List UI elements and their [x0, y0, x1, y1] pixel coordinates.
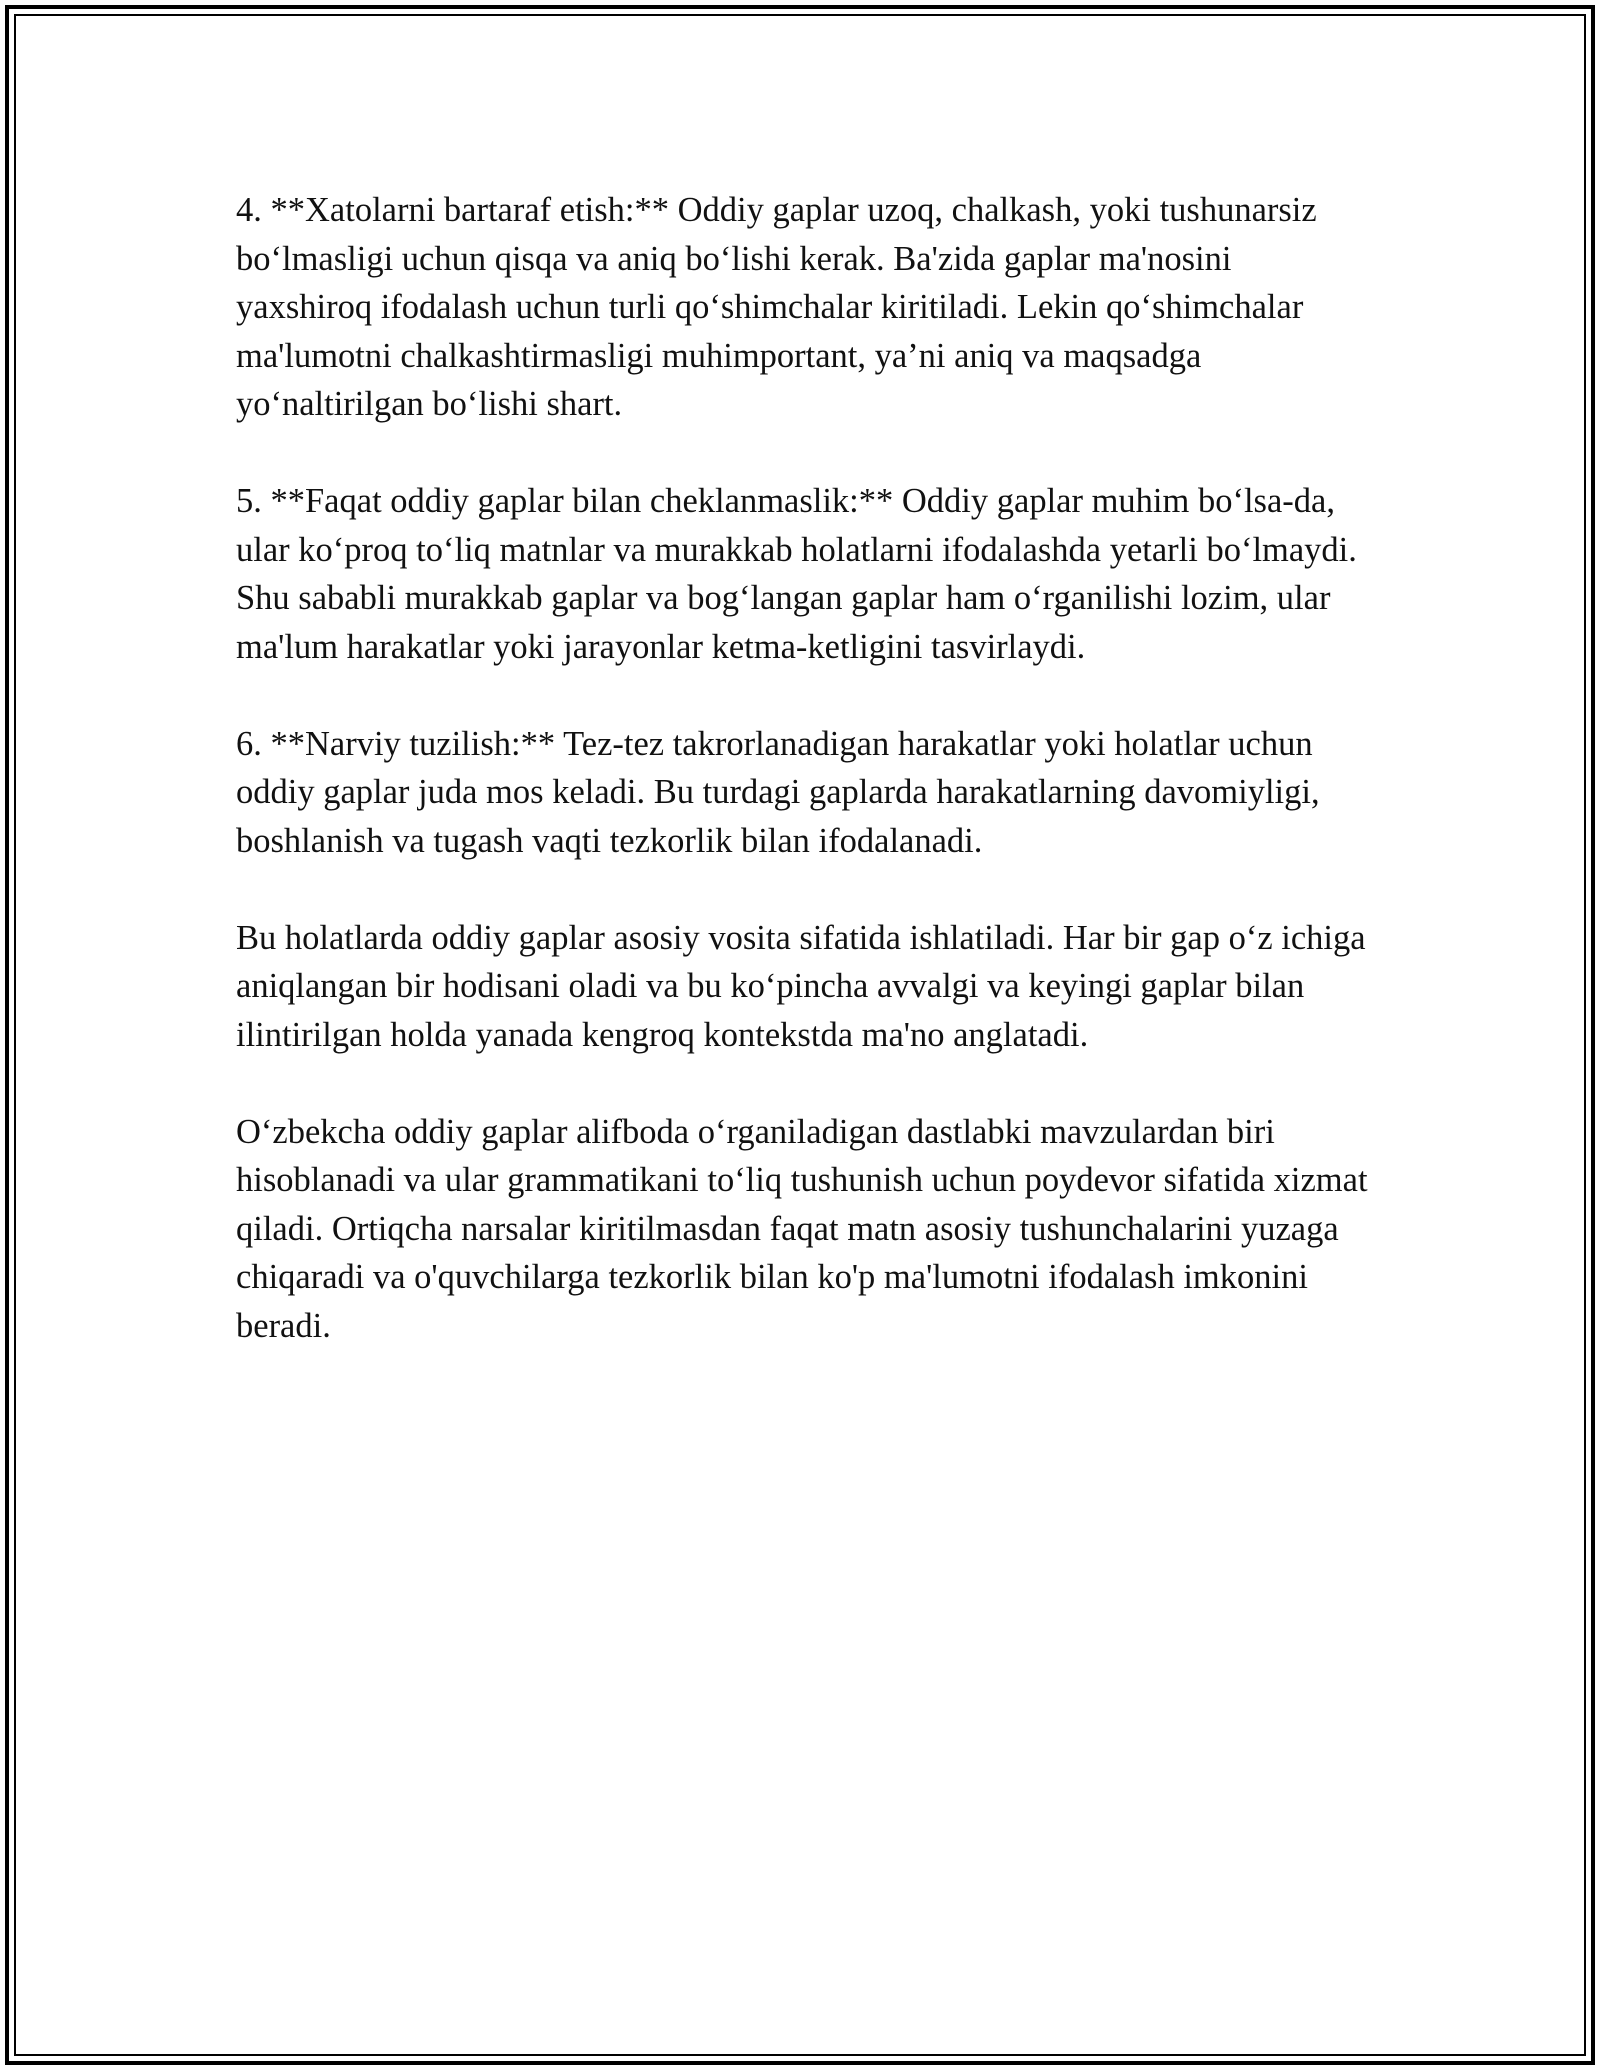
paragraph-structure: 6. **Narviy tuzilish:** Tez-tez takrorlanadigan harakatlar yoki holatlar uchun oddiy gaplar juda mos keladi. Bu turdagi gaplarda harakatlarning davomiyligi, boshlanish va tugash vaqti tezkorlik bilan ifodalanadi. [236, 724, 1320, 860]
paragraph-error-correction: 4. **Xatolarni bartaraf etish:** Oddiy gaplar uzoq, chalkash, yoki tushunarsiz bo‘lmasligi uchun qisqa va aniq bo‘lishi kerak. Ba'zida gaplar ma'nosini yaxshiroq ifodalash uchun turli qo‘shimchalar kiritiladi. Lekin qo‘shimchalar ma'lumotni chalkashtirmasligi muhimportant, ya’ni aniq va maqsadga yo‘naltirilgan bo‘lishi shart. [236, 191, 1317, 423]
paragraph-conclusion: O‘zbekcha oddiy gaplar alifboda o‘rganiladigan dastlabki mavzulardan biri hisoblanadi va ular grammatikani to‘liq tushunish uchun poydevor sifatida xizmat qiladi. Ortiqcha narsalar kiritilmasdan faqat matn asosiy tushunchalarini yuzaga chiqaradi va o'quvchilarga tezkorlik bilan ko'p ma'lumotni ifodalash imkonini beradi. [236, 1112, 1368, 1345]
paragraph-usage: Bu holatlarda oddiy gaplar asosiy vosita sifatida ishlatiladi. Har bir gap o‘z ichiga aniqlangan bir hodisani oladi va bu ko‘pincha avvalgi va keyingi gaplar bilan ilintirilgan holda yanada kengroq kontekstda ma'no anglatadi. [236, 918, 1366, 1054]
document-body [236, 186, 1372, 1399]
paragraph-not-only-simple: 5. **Faqat oddiy gaplar bilan cheklanmaslik:** Oddiy gaplar muhim bo‘lsa-da, ular ko‘proq to‘liq matnlar va murakkab holatlarni ifodalashda yetarli bo‘lmaydi. Shu sababli murakkab gaplar va bog‘langan gaplar ham o‘rganilishi lozim, ular ma'lum harakatlar yoki jarayonlar ketma-ketligini tasvirlaydi. [236, 482, 1357, 666]
